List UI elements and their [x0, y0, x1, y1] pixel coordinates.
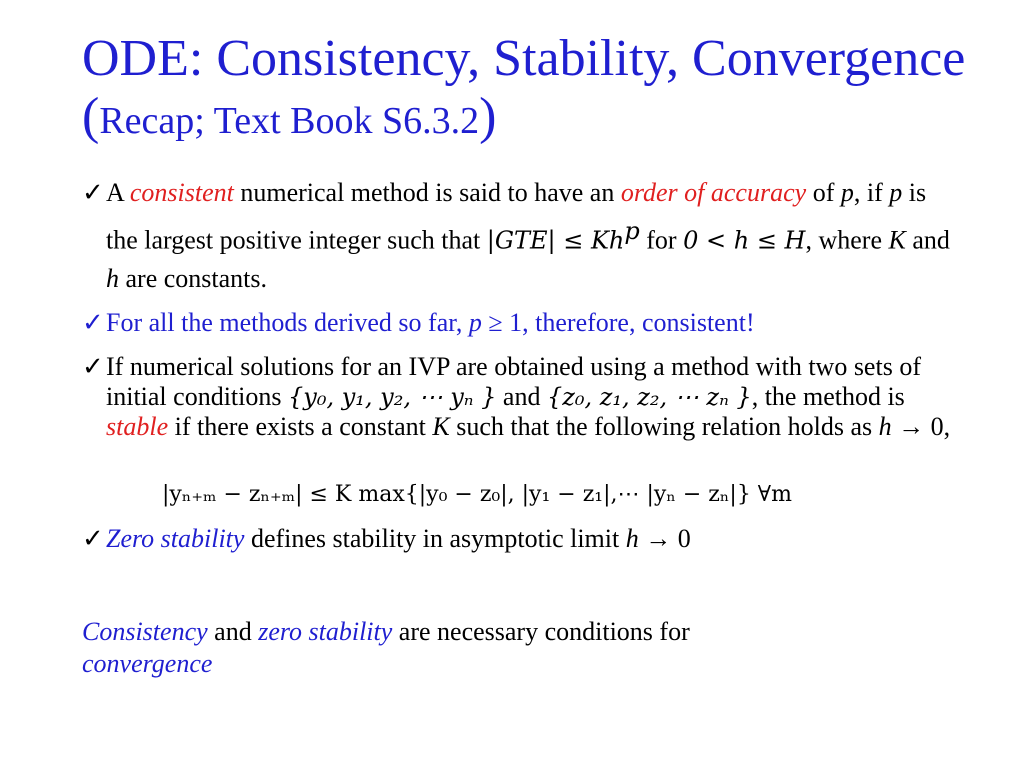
term-convergence: convergence [82, 649, 213, 678]
b4-text: defines stability in asymptotic limit [244, 524, 626, 553]
b3-text: and [496, 382, 547, 411]
stability-formula: |yₙ₊ₘ − zₙ₊ₘ| ≤ K max{|y₀ − z₀|, |y₁ − z₁|,⋯ |yₙ − zₙ|} ∀m [162, 482, 792, 507]
checkmark-icon: ✓ [82, 524, 104, 553]
b1-text: are constants. [119, 263, 268, 293]
b3-text: if there exists a constant [168, 412, 433, 441]
title-close: ) [479, 88, 497, 145]
term-consistent: consistent [129, 178, 234, 207]
bullet-stability [82, 352, 962, 442]
b1-text: numerical method is said to have an [233, 178, 621, 207]
var-h: h [878, 412, 892, 441]
title-main: ODE: Consistency, Stability, Convergence ( [82, 30, 966, 145]
bullet-consistency [82, 174, 962, 298]
var-h: h [625, 524, 639, 553]
math-range: 0 < h ≤ H [683, 226, 806, 255]
var-p: p [889, 178, 903, 207]
b4-text: → 0 [638, 524, 691, 553]
var-p: p [840, 178, 854, 207]
var-h: h [106, 263, 119, 293]
math-gte: |GTE| ≤ Kh [486, 226, 625, 255]
slide-title [82, 30, 1002, 150]
convergence-statement [82, 616, 962, 680]
term-zero-stability: Zero stability [106, 524, 245, 553]
b1-text: of [806, 178, 841, 207]
b2-text: For all the methods derived so far, [106, 308, 469, 337]
term-consistency: Consistency [82, 617, 208, 646]
b3-text: → 0, [891, 412, 951, 441]
b3-text: such that the following relation holds as [449, 412, 879, 441]
math-set-z: {z₀, z₁, z₂, ⋯ zₙ } [546, 383, 752, 411]
b1-text: A [106, 178, 130, 207]
math-exponent: p [624, 217, 640, 245]
bullet-methods-consistent [82, 304, 962, 342]
term-stable: stable [106, 412, 169, 441]
b1-text: , where [805, 225, 889, 255]
b3-text: , the method is [751, 382, 905, 411]
b1-text: and [905, 225, 950, 255]
footer-text: are necessary conditions for [392, 617, 690, 646]
math-set-y: {y₀, y₁, y₂, ⋯ yₙ } [288, 383, 497, 411]
b3-text: If numerical solutions for an IVP are obtained using a method with two sets of initial conditions [106, 352, 921, 411]
var-k: K [432, 412, 450, 441]
checkmark-icon: ✓ [82, 308, 104, 337]
b2-text: ≥ 1, therefore, consistent! [481, 308, 755, 337]
b1-text: for [639, 225, 684, 255]
title-sub: Recap; Text Book S6.3.2 [99, 100, 480, 142]
term-order-of-accuracy: order of accuracy [620, 178, 807, 207]
var-k: K [888, 225, 906, 255]
var-p: p [468, 308, 482, 337]
term-zero-stability: zero stability [258, 617, 393, 646]
checkmark-icon: ✓ [82, 178, 104, 207]
b1-text: , if [853, 178, 890, 207]
footer-text: and [207, 617, 259, 646]
checkmark-icon: ✓ [82, 352, 104, 381]
b1-text: is the largest positive integer such that [106, 178, 927, 255]
bullet-zero-stability [82, 520, 962, 558]
